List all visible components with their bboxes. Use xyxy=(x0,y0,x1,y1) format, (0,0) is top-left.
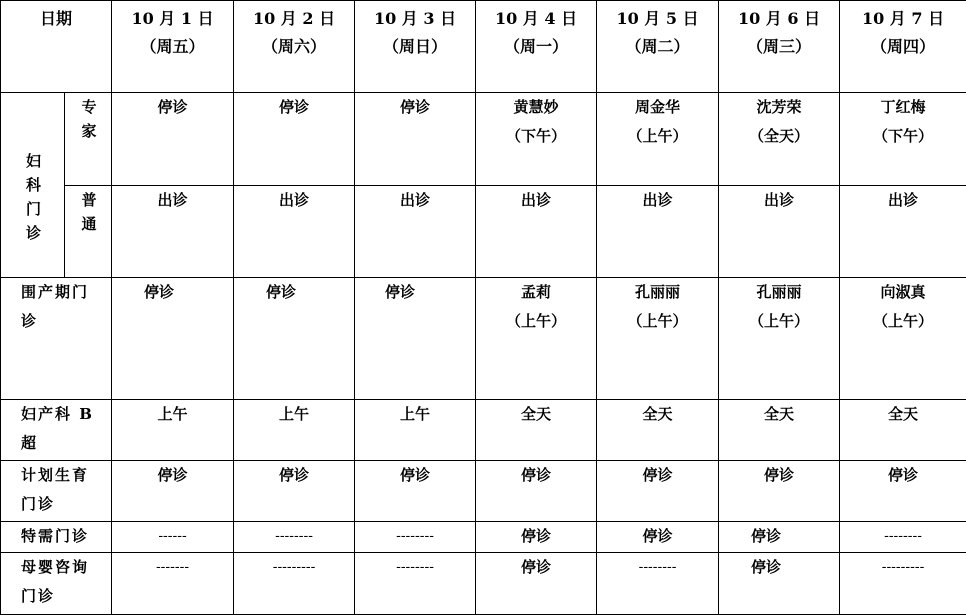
day-date: 10 月 5 日 xyxy=(616,9,699,28)
schedule-cell xyxy=(234,185,355,277)
schedule-cell xyxy=(112,553,234,615)
cell-text: ------- xyxy=(155,559,190,576)
schedule-cell xyxy=(597,93,719,185)
perinatal-label: 围产期门 诊 xyxy=(21,282,90,330)
schedule-cell xyxy=(112,277,234,399)
day-header-2 xyxy=(234,1,355,93)
schedule-cell xyxy=(719,553,840,615)
schedule-cell xyxy=(234,461,355,521)
day-date: 10 月 4 日 xyxy=(494,9,578,28)
schedule-cell xyxy=(476,461,597,521)
schedule-cell xyxy=(597,399,719,461)
schedule-cell xyxy=(234,553,355,615)
schedule-cell xyxy=(355,185,476,277)
schedule-cell xyxy=(355,93,476,185)
schedule-cell xyxy=(112,521,234,553)
day-date: 10 月 2 日 xyxy=(252,9,336,28)
cell-text: 全天 xyxy=(642,404,673,423)
header-row xyxy=(1,1,966,93)
cell-text: 停诊 xyxy=(279,466,310,485)
cell-text: 停诊 xyxy=(764,466,795,485)
cell-text: 停诊 xyxy=(266,282,297,301)
day-date: 10 月 6 日 xyxy=(737,9,821,28)
cell-text: 停诊 xyxy=(144,282,175,301)
gyn-expert-row xyxy=(1,93,966,185)
ultrasound-row xyxy=(1,399,966,461)
cell-text: ------ xyxy=(158,527,187,544)
family-planning-row xyxy=(1,461,966,521)
special-needs-label: 特需门诊 xyxy=(21,526,90,545)
day-header-4 xyxy=(476,1,597,93)
schedule-cell xyxy=(840,399,966,461)
cell-text: 停诊 xyxy=(521,466,552,485)
cell-text: 上午 xyxy=(279,404,310,423)
cell-text: 全天 xyxy=(521,404,552,423)
cell-text: 上午 xyxy=(157,404,188,423)
cell-text: 停诊 xyxy=(751,526,782,545)
gynecology-dept-cell xyxy=(1,93,65,278)
cell-text: -------- xyxy=(275,527,313,544)
cell-text: 出诊 xyxy=(642,190,673,209)
gynecology-dept-label: 妇科门诊 xyxy=(24,153,42,250)
cell-text: -------- xyxy=(884,527,922,544)
special-needs-row xyxy=(1,521,966,553)
cell-text: 全天 xyxy=(764,404,795,423)
cell-text: --------- xyxy=(272,559,316,576)
schedule-cell xyxy=(112,93,234,185)
cell-text: 出诊 xyxy=(279,190,310,209)
day-header-3 xyxy=(355,1,476,93)
gyn-general-row xyxy=(1,185,966,277)
ultrasound-label-cell xyxy=(1,399,112,461)
cell-text: -------- xyxy=(396,527,434,544)
special-needs-label-cell xyxy=(1,521,112,553)
cell-text: 停诊 xyxy=(157,466,188,485)
day-weekday: （周日） xyxy=(383,37,448,56)
perinatal-row xyxy=(1,277,966,399)
schedule-cell xyxy=(234,521,355,553)
schedule-cell xyxy=(355,399,476,461)
maternal-infant-label: 母婴咨询 门诊 xyxy=(21,558,90,606)
schedule-cell xyxy=(112,399,234,461)
cell-text: 出诊 xyxy=(888,190,919,209)
day-weekday: （周三） xyxy=(747,37,812,56)
day-weekday: （周五） xyxy=(140,37,205,56)
schedule-cell xyxy=(112,461,234,521)
schedule-cell xyxy=(476,399,597,461)
expert-label: 专家 xyxy=(79,99,98,148)
cell-text: 停诊 xyxy=(279,98,310,117)
schedule-cell xyxy=(840,461,966,521)
schedule-cell xyxy=(840,521,966,553)
schedule-cell xyxy=(234,277,355,399)
schedule-cell xyxy=(719,277,840,399)
cell-text: 停诊 xyxy=(751,558,782,577)
cell-text: 停诊 xyxy=(642,526,673,545)
day-weekday: （周一） xyxy=(504,37,569,56)
cell-text: 孔丽丽 （上午） xyxy=(627,282,688,330)
schedule-cell xyxy=(476,521,597,553)
day-weekday: （周四） xyxy=(871,37,936,56)
schedule-cell xyxy=(476,553,597,615)
cell-text: -------- xyxy=(396,559,434,576)
day-header-7 xyxy=(840,1,966,93)
schedule-cell xyxy=(840,185,966,277)
schedule-cell xyxy=(597,461,719,521)
cell-text: 沈芳荣 （全天） xyxy=(749,98,810,146)
schedule-cell xyxy=(597,521,719,553)
day-weekday: （周二） xyxy=(625,37,690,56)
cell-text: --------- xyxy=(881,559,925,576)
schedule-cell xyxy=(112,185,234,277)
day-date: 10 月 3 日 xyxy=(373,9,457,28)
date-header-cell xyxy=(1,1,112,93)
schedule-cell xyxy=(840,93,966,185)
day-date: 10 月 7 日 xyxy=(861,9,945,28)
date-label: 日期 xyxy=(40,9,73,28)
cell-text: 全天 xyxy=(888,404,919,423)
maternal-infant-row xyxy=(1,553,966,615)
schedule-cell xyxy=(719,399,840,461)
schedule-cell xyxy=(234,399,355,461)
cell-text: 出诊 xyxy=(400,190,431,209)
cell-text: 黄慧妙 （下午） xyxy=(506,98,567,146)
day-header-5 xyxy=(597,1,719,93)
schedule-cell xyxy=(355,521,476,553)
perinatal-label-cell xyxy=(1,277,112,399)
maternal-infant-label-cell xyxy=(1,553,112,615)
cell-text: 停诊 xyxy=(157,98,188,117)
schedule-cell xyxy=(597,277,719,399)
family-planning-label-cell xyxy=(1,461,112,521)
expert-subtype-cell xyxy=(65,93,112,185)
schedule-cell xyxy=(840,553,966,615)
cell-text: 向淑真 （上午） xyxy=(873,282,934,330)
schedule-cell xyxy=(355,553,476,615)
day-date: 10 月 1 日 xyxy=(131,9,214,28)
cell-text: 停诊 xyxy=(385,282,416,301)
schedule-cell xyxy=(597,185,719,277)
schedule-cell xyxy=(719,93,840,185)
schedule-cell xyxy=(719,461,840,521)
day-header-1 xyxy=(112,1,234,93)
schedule-cell xyxy=(355,461,476,521)
cell-text: -------- xyxy=(638,559,677,576)
ultrasound-label: 妇产科 B 超 xyxy=(21,404,94,452)
cell-text: 停诊 xyxy=(521,526,552,545)
cell-text: 停诊 xyxy=(400,466,431,485)
cell-text: 周金华 （上午） xyxy=(627,98,688,146)
general-subtype-cell xyxy=(65,185,112,277)
family-planning-label: 计划生育 门诊 xyxy=(21,466,90,514)
schedule-cell xyxy=(840,277,966,399)
cell-text: 丁红梅 （下午） xyxy=(873,98,934,146)
schedule-cell xyxy=(597,553,719,615)
schedule-cell xyxy=(234,93,355,185)
cell-text: 孔丽丽 （上午） xyxy=(749,282,810,330)
cell-text: 停诊 xyxy=(400,98,431,117)
cell-text: 停诊 xyxy=(642,466,673,485)
cell-text: 孟莉 （上午） xyxy=(506,282,567,330)
day-header-6 xyxy=(719,1,840,93)
cell-text: 出诊 xyxy=(521,190,552,209)
cell-text: 出诊 xyxy=(157,190,188,209)
schedule-cell xyxy=(476,93,597,185)
cell-text: 停诊 xyxy=(888,466,919,485)
schedule-cell xyxy=(476,277,597,399)
schedule-cell xyxy=(719,521,840,553)
schedule-cell xyxy=(476,185,597,277)
schedule-cell xyxy=(355,277,476,399)
cell-text: 停诊 xyxy=(521,558,552,577)
cell-text: 出诊 xyxy=(764,190,795,209)
day-weekday: （周六） xyxy=(262,37,327,56)
general-label: 普通 xyxy=(79,191,98,240)
schedule-cell xyxy=(719,185,840,277)
cell-text: 上午 xyxy=(400,404,431,423)
